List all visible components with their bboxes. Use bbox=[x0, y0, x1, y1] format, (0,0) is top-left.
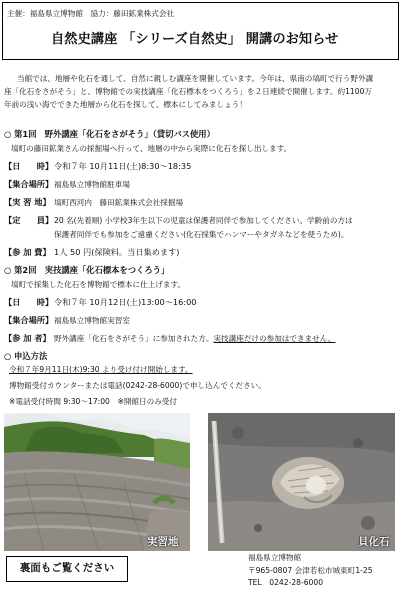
participant-note: 実技講座だけの参加はできません。 bbox=[213, 334, 336, 343]
session2-participant bbox=[54, 333, 335, 344]
session2-heading: ○ 第2回 実技講座「化石標本をつくろう」 bbox=[4, 265, 170, 275]
session1-date-label: 【日 時】 bbox=[4, 161, 54, 171]
session2-desc: 塙町で採集した化石を博物館で標本に仕上げます。 bbox=[11, 280, 186, 289]
session1-capacity-label: 【定 員】 bbox=[4, 215, 54, 225]
intro-line-3: 年前の浅い海でできた地層から化石を探して、標本にしてみましょう！ bbox=[4, 100, 247, 109]
session1-site: 塙町西河内 藤田鉱業株式会社採掘場 bbox=[54, 198, 184, 207]
museum-name: 福島県立博物館 bbox=[248, 553, 302, 562]
fossil-illustration bbox=[208, 413, 395, 551]
session2-date: 令和７年 10月12日(土)13:00～16:00 bbox=[54, 297, 197, 307]
museum-address: 〒965-0807 会津若松市城東町1-25 bbox=[248, 566, 373, 575]
outcrop-caption: 実習地 bbox=[147, 536, 179, 548]
fossil-caption: 貝化石 bbox=[358, 536, 390, 548]
fossil-photo bbox=[208, 413, 395, 551]
session1-date: 令和７年 10月11日(土)8:30～18:35 bbox=[54, 161, 192, 171]
apply-method: 博物館受付カウンターまたは電話(0242-28-6000)で申し込んでください。 bbox=[9, 381, 266, 390]
see-reverse-box: 裏面もご覧ください bbox=[6, 556, 128, 582]
apply-heading: ○ 申込方法 bbox=[4, 351, 48, 361]
session2-date-label: 【日 時】 bbox=[4, 297, 54, 307]
participant-text: 野外講座「化石をさがそう」に参加された方。 bbox=[54, 334, 214, 343]
session1-fee-label: 【参 加 費】 bbox=[4, 247, 51, 257]
organizers-line: 主催：福島県立博物館 協力：藤田鉱業株式会社 bbox=[7, 9, 175, 18]
session2-participant-label: 【参 加 者】 bbox=[4, 333, 51, 343]
apply-start: 令和７年9月11日(木)9:30 より受け付け開始します。 bbox=[9, 365, 193, 374]
session1-fee: 1人 50 円(保険料。当日集めます) bbox=[54, 247, 180, 257]
session1-heading: ○ 第1回 野外講座「化石をさがそう」（貸切バス使用） bbox=[4, 129, 215, 139]
session1-capacity-1: 20 名(先着順) 小学校3年生以下の児童は保護者同伴で参加してください。学齢前の方は bbox=[54, 216, 353, 225]
session1-meet-label: 【集合場所】 bbox=[4, 179, 54, 189]
intro-line-2: 座「化石をさがそう」と、博物館での実技講座「化石標本をつくろう」を２日連続で開催します。約1100万 bbox=[4, 87, 373, 96]
outcrop-photo bbox=[4, 413, 190, 551]
page-title: 自然史講座 「シリーズ自然史」 開講のお知らせ bbox=[51, 32, 339, 47]
session1-meet: 福島県立博物館駐車場 bbox=[54, 180, 130, 189]
intro-line-1: 当館では、地層や化石を通して、自然に親しむ講座を開催しています。今年は、県南の塙町で行う野外講 bbox=[17, 74, 374, 83]
museum-tel: TEL 0242-28-6000 bbox=[248, 578, 324, 587]
session1-capacity-2: 保護者同伴でも参加をご遠慮ください(化石採集でハンマーやタガネなどを使うため)。 bbox=[54, 230, 349, 239]
apply-hours: ※電話受付時間 9:30～17:00 ※開館日のみ受付 bbox=[9, 397, 177, 406]
session2-meet: 福島県立博物館実習室 bbox=[54, 316, 130, 325]
session1-site-label: 【実 習 地】 bbox=[4, 197, 51, 207]
session2-meet-label: 【集合場所】 bbox=[4, 315, 54, 325]
outcrop-illustration bbox=[4, 413, 190, 551]
session1-desc: 塙町の藤田鉱業さんの採掘場へ行って、地層の中から実際に化石を探し出します。 bbox=[11, 144, 292, 153]
